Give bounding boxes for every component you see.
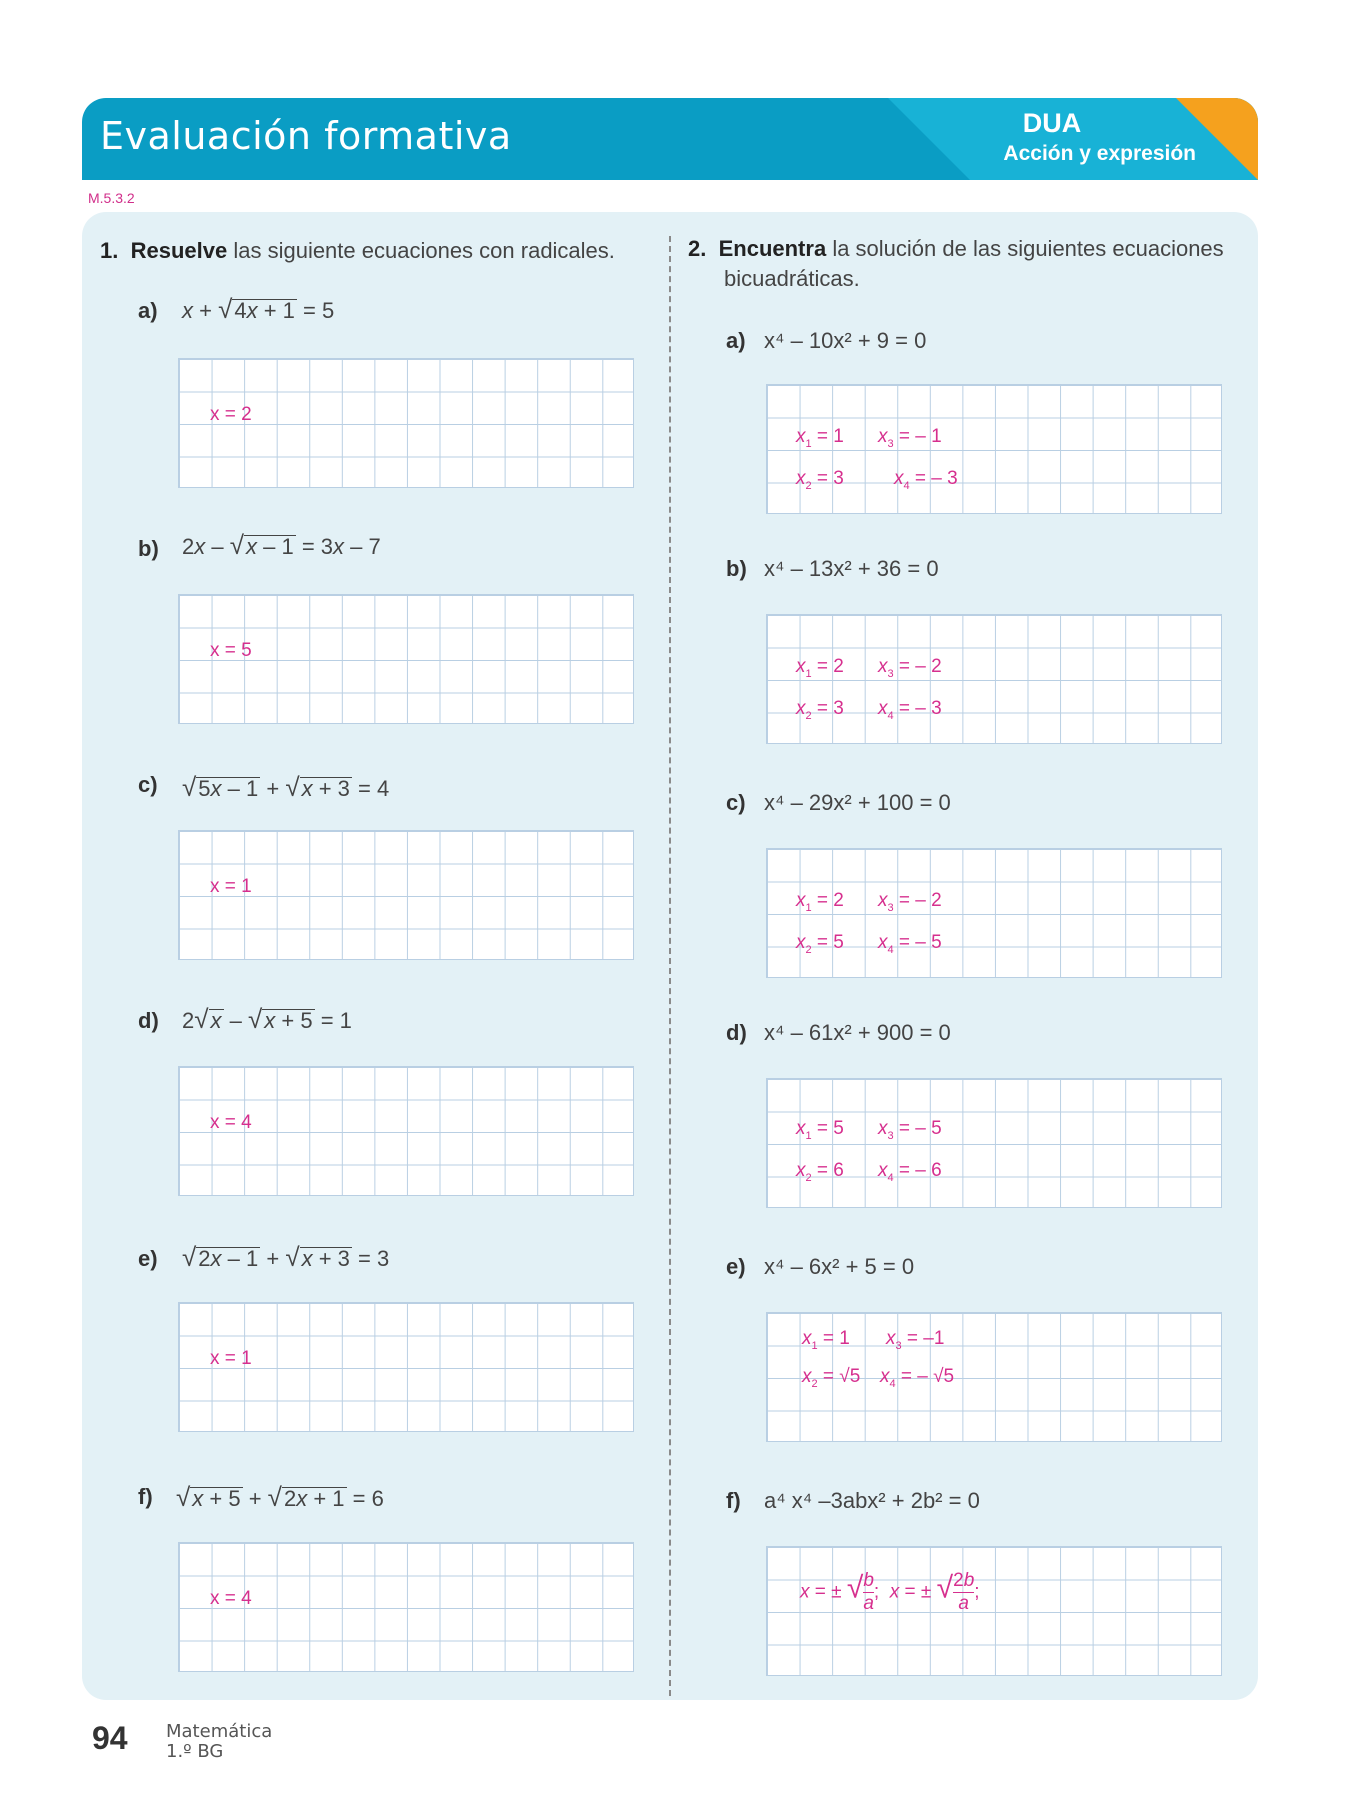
q2-c-equation: x⁴ – 29x² + 100 = 0 (764, 790, 951, 815)
q2-d-root-3: $x_3$ = – 5 (878, 1118, 942, 1142)
q2-e-root-2: $x_2 = √5$ (802, 1366, 861, 1390)
q2-b-label: b) (726, 556, 747, 581)
q2-d-equation: x⁴ – 61x² + 900 = 0 (764, 1020, 951, 1045)
question-2-title: 2. Encuentra la solución de las siguientes ecuaciones bicuadráticas. (688, 236, 1224, 291)
q2-e-root-4: $x_4$ = – √5 (880, 1366, 955, 1390)
q2-e-label: e) (726, 1254, 746, 1279)
dua-label: DUA (1022, 108, 1082, 138)
q1-d-equation: 2√x – √x + 5 = 1 (182, 1004, 352, 1034)
question-1-title: 1. Resuelve las siguiente ecuaciones con radicales. (100, 238, 615, 263)
q2-b-root-1: $x_1 = 2$ (796, 656, 844, 680)
footer-subject: Matemática 1.º BG (166, 1721, 273, 1762)
q1-b-equation: 2x – √x – 1 = 3x – 7 (182, 530, 381, 560)
q2-f-answer: x = ± √ $\frac{b}{a}$ ; x = ± √ $\frac{2b}{a}$ ; (800, 1570, 980, 1614)
q1-f-equation: √x + 5 + √2x + 1 = 6 (176, 1482, 384, 1512)
q2-c-root-1: $x_1 = 2$ (796, 890, 844, 914)
q1-d-answer: x = 4 (210, 1112, 252, 1133)
q1-e-answer: x = 1 (210, 1348, 252, 1369)
q1-f-label: f) (138, 1484, 153, 1509)
q1-f-answer: x = 4 (210, 1588, 252, 1609)
q2-c-label: c) (726, 790, 746, 815)
q2-a-root-4: $x_4$ = – 3 (894, 468, 958, 492)
q1-c-equation: √5x – 1 + √x + 3 = 4 (182, 772, 390, 802)
q1-a-equation: x + √4x + 1 = 5 (182, 294, 335, 324)
skill-code: M.5.3.2 (88, 190, 135, 206)
q2-e-root-1: $x_1 = 1$ (802, 1328, 850, 1352)
q2-c-root-4: $x_4$ = – 5 (878, 932, 942, 956)
dua-subtitle: Acción y expresión (1003, 142, 1196, 165)
q2-f-label: f) (726, 1488, 741, 1513)
q2-d-root-1: $x_1 = 5$ (796, 1118, 844, 1142)
q2-b-root-4: $x_4$ = – 3 (878, 698, 942, 722)
q1-b-answer: x = 5 (210, 640, 252, 661)
q2-a-label: a) (726, 328, 746, 353)
q2-d-root-2: $x_2 = 6$ (796, 1160, 844, 1184)
page-title: Evaluación formativa (100, 114, 512, 158)
q1-c-label: c) (138, 772, 158, 797)
q1-a-label: a) (138, 298, 158, 323)
q2-d-label: d) (726, 1020, 747, 1045)
q1-b-label: b) (138, 536, 159, 561)
q1-d-label: d) (138, 1008, 159, 1033)
q2-a-root-1: $x_1 = 1$ (796, 426, 844, 450)
q2-c-root-2: $x_2 = 5$ (796, 932, 844, 956)
q1-e-equation: √2x – 1 + √x + 3 = 3 (182, 1242, 390, 1272)
column-divider (669, 236, 671, 1696)
q2-a-root-3: $x_3$ = – 1 (878, 426, 942, 450)
q2-c-root-3: $x_3$ = – 2 (878, 890, 942, 914)
q2-e-root-3: $x_3 = -1$ (886, 1328, 945, 1352)
q1-a-answer: x = 2 (210, 404, 252, 425)
q2-d-grid (766, 1078, 1222, 1208)
q2-b-root-2: $x_2 = 3$ (796, 698, 844, 722)
page-number: 94 (92, 1720, 128, 1756)
q1-e-label: e) (138, 1246, 158, 1271)
q2-a-equation: x⁴ – 10x² + 9 = 0 (764, 328, 927, 353)
q2-d-root-4: $x_4$ = – 6 (878, 1160, 942, 1184)
q1-c-answer: x = 1 (210, 876, 252, 897)
q2-b-equation: x⁴ – 13x² + 36 = 0 (764, 556, 939, 581)
section-header (82, 98, 1258, 180)
q2-f-equation: a⁴ x⁴ –3abx² + 2b² = 0 (764, 1488, 980, 1513)
q2-a-root-2: $x_2 = 3$ (796, 468, 844, 492)
q2-e-equation: x⁴ – 6x² + 5 = 0 (764, 1254, 915, 1279)
q2-b-root-3: $x_3$ = – 2 (878, 656, 942, 680)
